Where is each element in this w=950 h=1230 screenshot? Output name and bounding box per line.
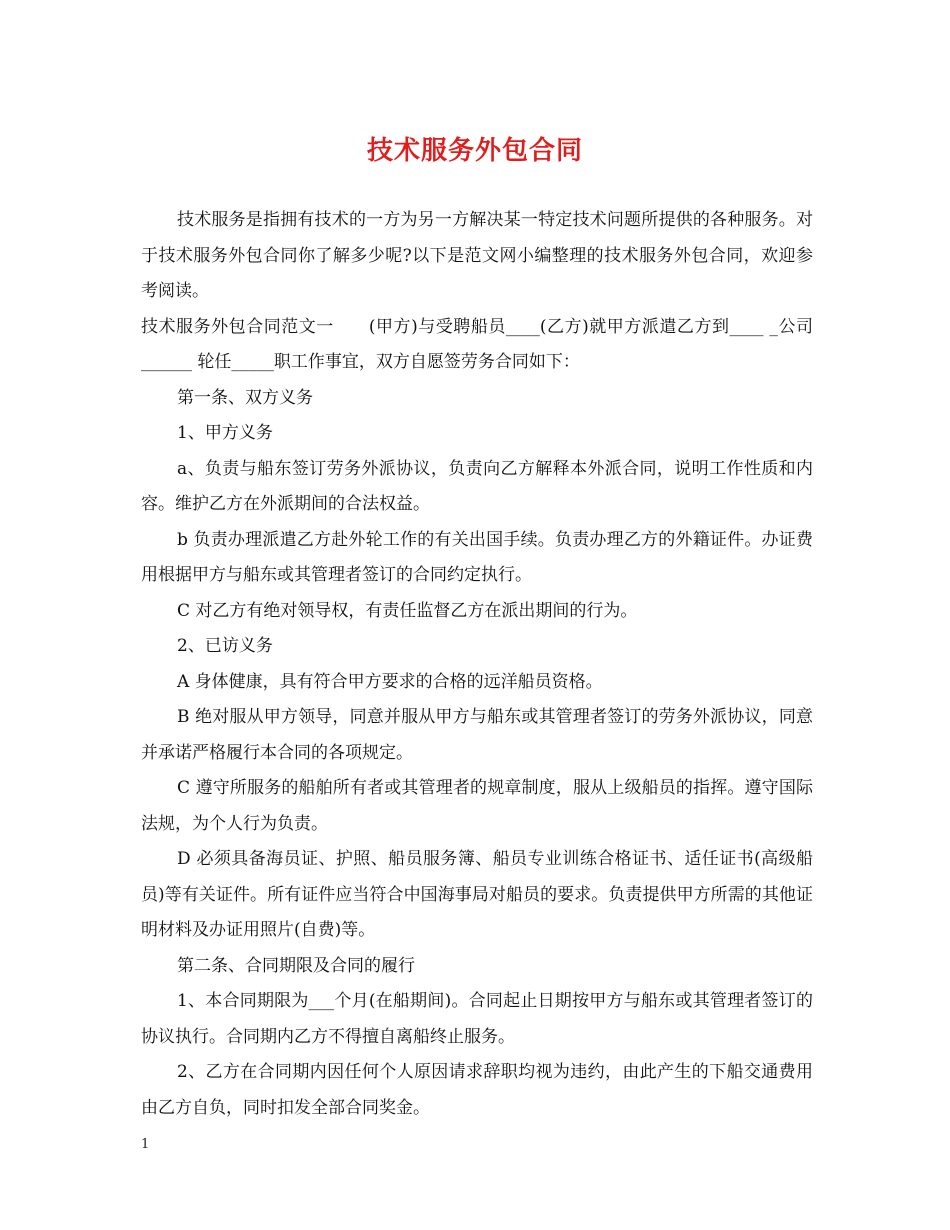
- paragraph: b 负责办理派遣乙方赴外轮工作的有关出国手续。负责办理乙方的外籍证件。办证费用根据甲方与船东或其管理者签订的合同约定执行。: [141, 529, 813, 585]
- paragraph: B 绝对服从甲方领导，同意并服从甲方与船东或其管理者签订的劳务外派协议，同意并承诺严格履行本合同的各项规定。: [141, 707, 813, 763]
- paragraph: 技术服务是指拥有技术的一方为另一方解决某一特定技术问题所提供的各种服务。对于技术服务外包合同你了解多少呢?以下是范文网小编整理的技术服务外包合同，欢迎参考阅读。: [141, 210, 813, 301]
- document-body: [141, 203, 813, 1126]
- paragraph: 1、甲方义务: [177, 423, 273, 443]
- paragraph: 2、已访义务: [177, 636, 273, 656]
- paragraph: C 遵守所服务的船舶所有者或其管理者的规章制度，服从上级船员的指挥。遵守国际法规，为个人行为负责。: [141, 778, 813, 834]
- paragraph: 技术服务外包合同范文一 (甲方)与受聘船员____(乙方)就甲方派遣乙方到____ _公司______ 轮任_____职工作事宜，双方自愿签劳务合同如下：: [141, 316, 813, 372]
- paragraph: 第一条、双方义务: [177, 387, 313, 408]
- paragraph: D 必须具备海员证、护照、船员服务簿、船员专业训练合格证书、适任证书(高级船员)等有关证件。所有证件应当符合中国海事局对船员的要求。负责提供甲方所需的其他证明材料及办证用照片(自费)等。: [141, 849, 813, 940]
- paragraph: 1、本合同期限为___个月(在船期间)。合同起止日期按甲方与船东或其管理者签订的协议执行。合同期内乙方不得擅自离船终止服务。: [141, 991, 813, 1047]
- page-number: 1: [141, 1137, 150, 1152]
- paragraph: C 对乙方有绝对领导权，有责任监督乙方在派出期间的行为。: [177, 600, 638, 621]
- paragraph: 第二条、合同期限及合同的履行: [177, 955, 415, 976]
- document-title: 技术服务外包合同: [366, 136, 583, 166]
- paragraph: a、负责与船东签订劳务外派协议，负责向乙方解释本外派合同，说明工作性质和内容。维护乙方在外派期间的合法权益。: [141, 458, 813, 514]
- paragraph: A 身体健康，具有符合甲方要求的合格的远洋船员资格。: [177, 671, 603, 692]
- paragraph: 2、乙方在合同期内因任何个人原因请求辞职均视为违约，由此产生的下船交通费用由乙方自负，同时扣发全部合同奖金。: [141, 1062, 813, 1118]
